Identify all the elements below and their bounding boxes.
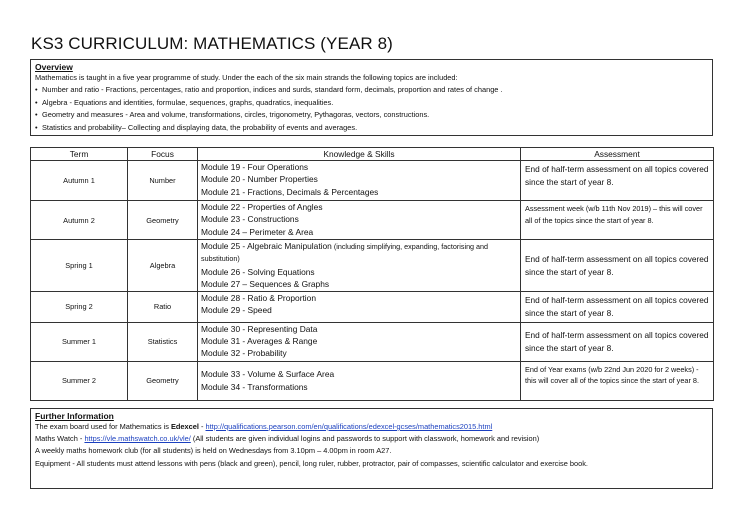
- focus-cell: Ratio: [128, 292, 198, 323]
- bullet-icon: •: [35, 110, 38, 120]
- equipment-line: Equipment - All students must attend lessons with pens (black and green), pencil, long ruler, rubber, protractor, pair of compasses, scientific calculator and exercise book.: [35, 458, 588, 468]
- skill-line: Module 30 - Representing Data: [201, 323, 318, 334]
- focus-cell: Geometry: [128, 361, 198, 400]
- skill-line: Module 20 - Number Properties: [201, 174, 318, 185]
- skills-cell: [198, 292, 521, 323]
- skill-line: Module 21 - Fractions, Decimals & Percentages: [201, 186, 379, 197]
- term-cell: Spring 2: [31, 292, 128, 323]
- bullet-icon: •: [35, 85, 38, 95]
- assessment-cell: Assessment week (w/b 11th Nov 2019) – this will cover all of the topics since the start of year 8.: [521, 201, 714, 240]
- skill-line: Module 29 - Speed: [201, 305, 272, 316]
- overview-intro: Mathematics is taught in a five year programme of study. Under the each of the six main strands the following topics are included:: [35, 73, 458, 82]
- overview-heading: Overview: [35, 62, 73, 72]
- skill-line: Module 24 – Perimeter & Area: [201, 226, 314, 237]
- exam-board-line: The exam board used for Mathematics is Edexcel - http://qualifications.pearson.com/en/qualifications/edexcel-gcses/mathematics2015.html: [35, 422, 493, 431]
- focus-cell: Geometry: [128, 201, 198, 240]
- overview-bullet: • Geometry and measures - Area and volume, transformations, circles, trigonometry, Pythagoras, vectors, constructions.: [35, 109, 708, 121]
- bullet-icon: •: [35, 122, 38, 132]
- term-cell: Autumn 1: [31, 161, 128, 201]
- skill-line: Module 26 - Solving Equations: [201, 266, 315, 277]
- exam-board-name: Edexcel: [170, 422, 199, 431]
- table-row: [31, 292, 714, 323]
- focus-cell: Number: [128, 161, 198, 201]
- skill-line: Module 23 - Constructions: [201, 214, 299, 225]
- skill-line: Module 34 - Transformations: [201, 381, 308, 392]
- mathswatch-line: Maths Watch - https://vle.mathswatch.co.uk/vle/ (All students are given individual logins and passwords to support with classwork, homework and revision): [35, 434, 540, 444]
- homework-club-line: A weekly maths homework club (for all students) is held on Wednesdays from 3.10pm – 4.00pm in room A27.: [35, 446, 392, 456]
- table-row: [31, 322, 714, 361]
- bullet-icon: •: [35, 97, 38, 107]
- table-row: [31, 240, 714, 292]
- term-cell: Spring 1: [31, 240, 128, 292]
- table-row: [31, 361, 714, 400]
- mathswatch-link[interactable]: https://vle.mathswatch.co.uk/vle/: [84, 434, 191, 444]
- overview-bullet: • Number and ratio - Fractions, percentages, ratio and proportion, indices and surds, standard form, decimals, proportion and rates of change .: [35, 84, 708, 96]
- skill-line: Module 25 - Algebraic Manipulation (including simplifying, expanding, factorising and substitution): [201, 241, 489, 264]
- further-information-section: [30, 408, 713, 489]
- further-heading: Further Information: [35, 411, 114, 421]
- skill-line: Module 27 – Sequences & Graphs: [201, 278, 330, 289]
- assessment-cell: End of Year exams (w/b 22nd Jun 2020 for 2 weeks) - this will cover all of the topics since the start of year 8.: [521, 361, 714, 400]
- skill-line: Module 31 - Averages & Range: [201, 335, 318, 346]
- header-term: Term: [31, 148, 128, 161]
- skill-note: (including simplifying, expanding, factorising and substitution): [201, 242, 489, 264]
- assessment-cell: End of half-term assessment on all topics covered since the start of year 8.: [521, 322, 714, 361]
- table-header-row: [31, 148, 714, 161]
- term-cell: Autumn 2: [31, 201, 128, 240]
- skill-line: Module 28 - Ratio & Proportion: [201, 293, 316, 303]
- table-row: [31, 161, 714, 201]
- skills-cell: [198, 361, 521, 400]
- term-cell: Summer 1: [31, 322, 128, 361]
- page-title: KS3 CURRICULUM: MATHEMATICS (YEAR 8): [31, 34, 393, 53]
- exam-board-link[interactable]: http://qualifications.pearson.com/en/qualifications/edexcel-gcses/mathematics2015.html: [205, 422, 493, 431]
- header-assessment: Assessment: [521, 148, 714, 161]
- header-knowledge-skills: Knowledge & Skills: [198, 148, 521, 161]
- table-row: [31, 201, 714, 240]
- skills-cell: [198, 240, 521, 292]
- curriculum-table: [30, 147, 714, 401]
- focus-cell: Statistics: [128, 322, 198, 361]
- overview-bullet: • Statistics and probability– Collecting and displaying data, the probability of events and averages.: [35, 122, 708, 134]
- skills-cell: [198, 322, 521, 361]
- overview-section: [30, 59, 713, 136]
- skills-cell: [198, 161, 521, 201]
- assessment-cell: End of half-term assessment on all topics covered since the start of year 8.: [521, 292, 714, 323]
- overview-bullet: • Algebra - Equations and identities, formulae, sequences, graphs, quadratics, inequalities.: [35, 97, 708, 109]
- header-focus: Focus: [128, 148, 198, 161]
- focus-cell: Algebra: [128, 240, 198, 292]
- skill-line: Module 19 - Four Operations: [201, 162, 309, 172]
- skill-line: Module 22 - Properties of Angles: [201, 202, 323, 212]
- assessment-cell: End of half-term assessment on all topics covered since the start of year 8.: [521, 161, 714, 201]
- skill-line: Module 33 - Volume & Surface Area: [201, 369, 335, 380]
- term-cell: Summer 2: [31, 361, 128, 400]
- skill-line: Module 32 - Probability: [201, 348, 287, 359]
- skills-cell: [198, 201, 521, 240]
- assessment-cell: End of half-term assessment on all topics covered since the start of year 8.: [521, 240, 714, 292]
